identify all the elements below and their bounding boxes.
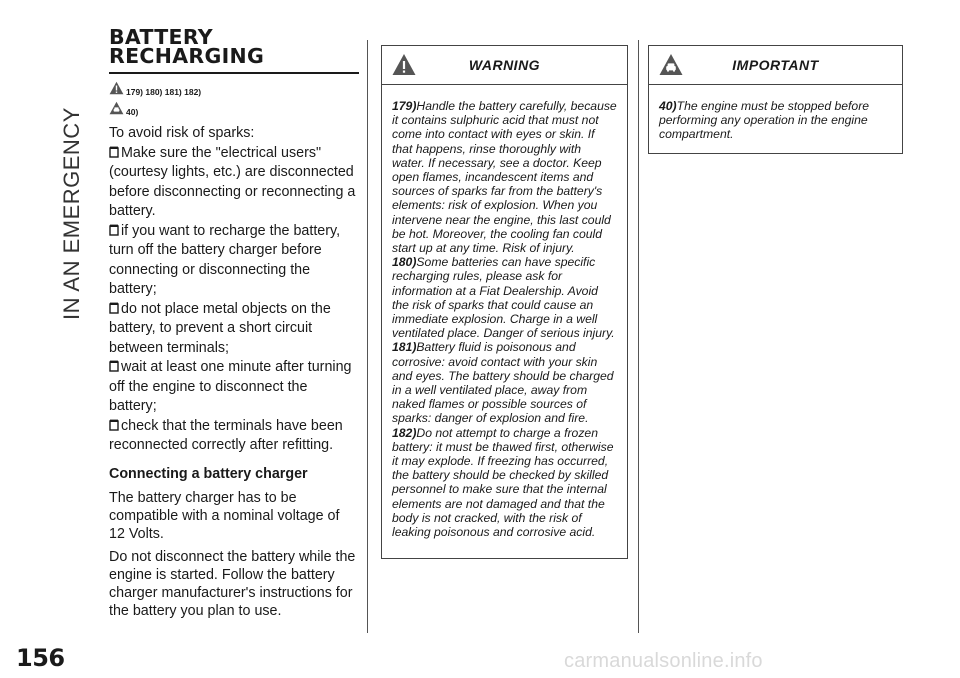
checkbox-icon [109, 302, 120, 314]
page-number: 156 [16, 644, 65, 672]
note-item [392, 255, 617, 340]
title-rule [109, 72, 359, 74]
important-box [648, 45, 903, 154]
bullet-item [109, 300, 359, 359]
checkbox-icon [109, 360, 120, 372]
warning-triangle-icon [109, 81, 124, 95]
bullet-item [109, 144, 359, 222]
column-divider [638, 40, 639, 633]
chapter-side-text: IN AN EMERGENCY [59, 107, 84, 320]
warning-triangle-icon [391, 52, 417, 78]
important-box-body [649, 85, 902, 150]
section-title-line1: BATTERY [109, 25, 213, 49]
note-item [392, 426, 617, 540]
bullet-item [109, 222, 359, 300]
chapter-side-label [48, 30, 88, 330]
paragraph: Do not disconnect the battery while the engine is started. Follow the battery charger manufacturer's instructions for the battery you plan to use. [109, 548, 356, 619]
bullet-text: check that the terminals have been reconnected correctly after refitting. [109, 417, 343, 453]
warning-refs-text: 179) 180) 181) 182) [126, 87, 202, 97]
car-triangle-icon [109, 101, 124, 115]
warning-box-header [382, 46, 627, 85]
checkbox-icon [109, 146, 120, 158]
warning-box-body [382, 85, 627, 547]
note-item [659, 99, 892, 142]
important-refs-text: 40) [126, 107, 139, 117]
bullet-list [109, 144, 359, 456]
section-title-line2: RECHARGING [109, 44, 265, 68]
important-box-title: IMPORTANT [732, 57, 819, 73]
warning-refs [109, 78, 359, 98]
important-refs [109, 98, 359, 118]
bullet-item [109, 417, 359, 456]
bullet-text: Make sure the "electrical users" (courtesy lights, etc.) are disconnected before disconnecting or reconnecting a battery. [109, 144, 356, 219]
bullet-text: do not place metal objects on the battery, to prevent a short circuit between terminals; [109, 300, 331, 356]
warning-box-title: WARNING [468, 57, 541, 73]
note-number: 179) [392, 99, 417, 113]
checkbox-icon [109, 419, 120, 431]
note-text: Do not attempt to charge a frozen battery: it must be thawed first, otherwise it may explode. If freezing has occurred, the battery should be checked by skilled personnel to make sure that the internal elements are not damaged and that the body is not cracked, with the risk of leaking poisonous and corrosive acid. [392, 425, 614, 540]
bullet-text: wait at least one minute after turning off the engine to disconnect the battery; [109, 359, 352, 414]
section-title [109, 25, 359, 68]
note-item [392, 99, 617, 255]
checkbox-icon [109, 224, 120, 236]
note-number: 182) [392, 425, 417, 440]
bullet-text: if you want to recharge the battery, turn off the battery charger before connecting or disconnecting the battery; [109, 222, 341, 297]
car-triangle-icon [658, 52, 684, 78]
note-item [392, 340, 617, 425]
warning-box [381, 45, 628, 559]
subheading: Connecting a battery charger [109, 465, 308, 482]
bullet-item [109, 358, 359, 417]
note-text: The engine must be stopped before performing any operation in the engine compartment. [659, 99, 870, 142]
watermark: carmanualsonline.info [564, 650, 763, 672]
main-column [109, 25, 359, 620]
note-number: 180) [392, 255, 417, 270]
note-text: Handle the battery carefully, because it contains sulphuric acid that must not come into contact with eyes or skin. If that happens, rinse thoroughly with water. If necessary, see a doctor. Keep open flames, incandescent items and sources of sparks far from the battery's elements: risk of explosion. When you intervene near the engine, this last could be hot. Moreover, the cooling fan could start up at any time. Risk of injury. [392, 99, 617, 256]
note-number: 40) [659, 99, 677, 113]
column-divider [367, 40, 368, 633]
important-box-header [649, 46, 902, 85]
intro-text: To avoid risk of sparks: [109, 125, 255, 141]
note-text: Some batteries can have specific recharging rules, please ask for information at a Fiat Dealership. Avoid the risk of sparks that could cause an immediate explosion. Charge in a well ventilated place. Danger of serious injury. [392, 255, 615, 341]
note-text: Battery fluid is poisonous and corrosive: avoid contact with your skin and eyes. The battery should be charged in a well ventilated place, away from naked flames or possible sources of sparks: danger of explosion and fire. [392, 340, 614, 426]
note-number: 181) [392, 340, 417, 355]
paragraph: The battery charger has to be compatible with a nominal voltage of 12 Volts. [109, 489, 340, 542]
